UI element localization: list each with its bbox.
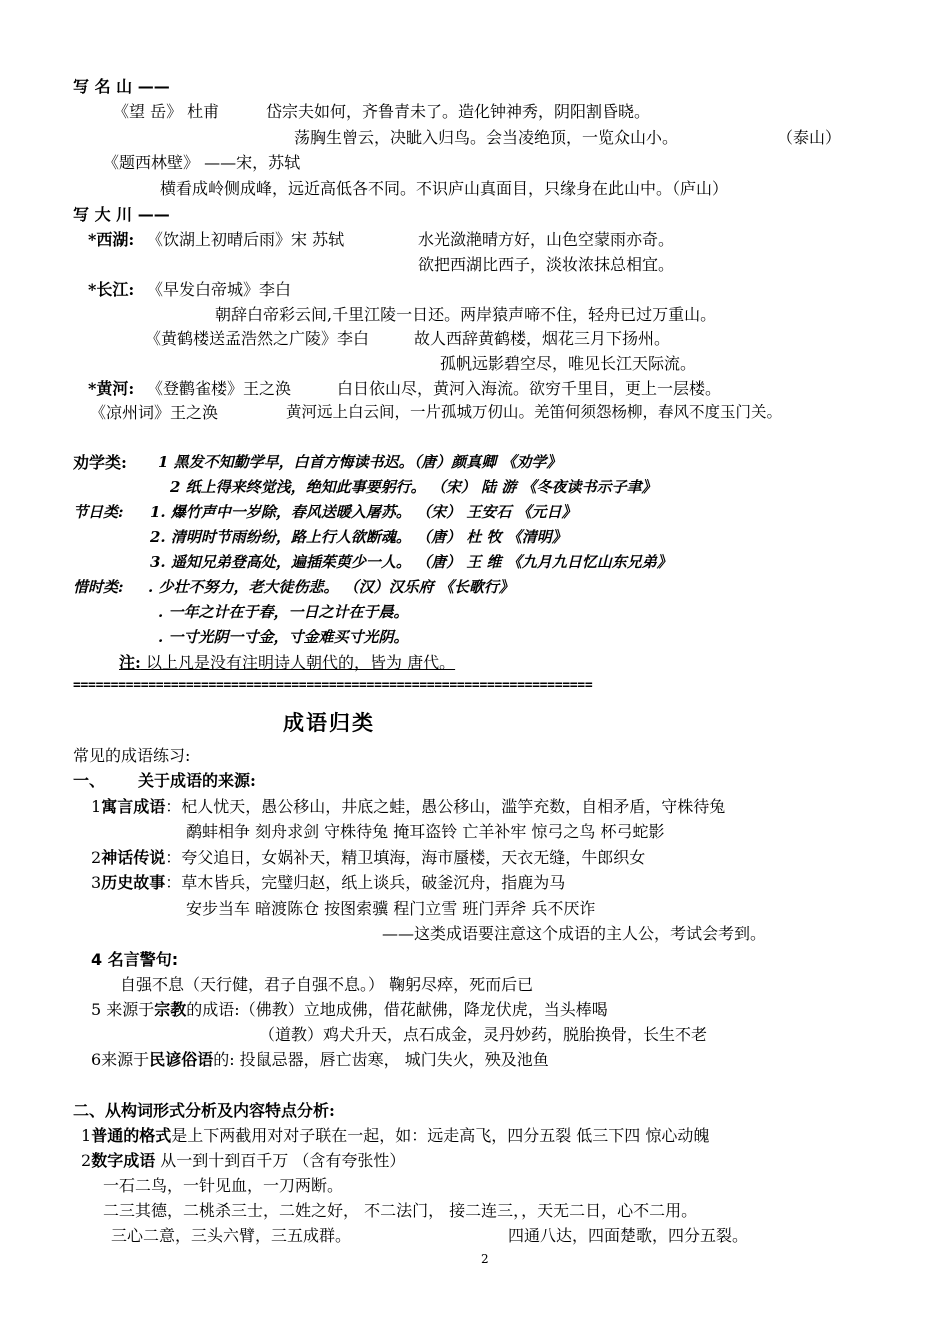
note-label: 注:: [119, 653, 141, 672]
quote-line: . 一年之计在于春，一日之计在于晨。: [158, 603, 409, 621]
item-text: ：夸父追日，女娲补天，精卫填海，海市蜃楼，天衣无缝，牛郎织女: [165, 848, 646, 867]
poem-note: （泰山）: [777, 128, 842, 147]
poem-line: 白日依山尽，黄河入海流。欲穷千里目，更上一层楼。: [337, 379, 722, 398]
item-number: 1: [91, 797, 102, 816]
idiom-line: 一石二鸟，一针见血，一刀两断。: [103, 1176, 344, 1195]
poem-line: 荡胸生曾云，决眦入归鸟。会当凌绝顶，一览众山小。: [294, 128, 679, 147]
poem-line: 欲把西湖比西子，淡妆浓抹总相宜。: [418, 255, 675, 274]
poem-line: 横看成岭侧成峰，远近高低各不同。不识庐山真面目，只缘身在此山中。（庐山）: [160, 179, 729, 198]
item-number: 2: [91, 848, 102, 867]
note: [119, 655, 455, 671]
idiom-note: ——这类成语要注意这个成语的主人公，考试会考到。: [382, 924, 767, 943]
quote-line: 1 黑发不知勤学早，白首方悔读书迟。（唐）颜真卿 《劝学》: [158, 453, 562, 471]
heading-rivers: 写 大 川 ——: [73, 205, 170, 224]
maxim-heading: 4 名言警句:: [91, 950, 179, 969]
intro-text: 常见的成语练习:: [73, 746, 191, 765]
poem-line: 水光潋滟晴方好，山色空蒙雨亦奇。: [418, 230, 675, 249]
quote-line: 3. 遥知兄弟登高处，遍插茱萸少一人。 （唐） 王 维 《九月九日忆山东兄弟》: [150, 553, 672, 571]
idiom-format: [81, 1128, 709, 1144]
idiom-religion: [91, 1002, 608, 1018]
label-westlake: *西湖:: [88, 230, 135, 249]
item-label: 历史故事: [101, 873, 166, 892]
section-title: 成语归类: [283, 711, 375, 735]
poem-line: 故人西辞黄鹤楼，烟花三月下扬州。: [414, 329, 671, 348]
s1-heading: 关于成语的来源:: [138, 771, 256, 790]
quote-line: 2 纸上得来终觉浅，绝知此事要躬行。 （宋） 陆 游 《冬夜读书示子聿》: [170, 478, 657, 496]
quote-line: 2. 清明时节雨纷纷，路上行人欲断魂。 （唐） 杜 牧 《清明》: [150, 528, 567, 546]
quote-line: . 一寸光阴一寸金，寸金难买寸光阴。: [158, 628, 409, 646]
quote-line: 1. 爆竹声中一岁除，春风送暖入屠苏。 （宋） 王安石 《元日》: [150, 503, 577, 521]
idiom-line: 安步当车 暗渡陈仓 按图索骥 程门立雪 班门弄斧 兵不厌诈: [186, 899, 596, 918]
poem-title-xilinbi: 《题西林壁》 ——宋，苏轼: [103, 153, 301, 172]
poem-title-huanghelou: 《黄鹤楼送孟浩然之广陵》李白: [145, 329, 370, 348]
item-number: 1: [81, 1126, 92, 1145]
item-label: 普通的格式: [91, 1126, 172, 1145]
item-number: 2: [81, 1151, 92, 1170]
item-prefix: 6来源于: [91, 1050, 150, 1069]
item-text: ：杞人忧天，愚公移山，井底之蛙，愚公移山，滥竽充数，自相矛盾，守株待兔: [165, 797, 726, 816]
idiom-myth: [91, 850, 645, 866]
item-label: 民谚俗语: [149, 1050, 214, 1069]
s2-heading: 二、从构词形式分析及内容特点分析:: [73, 1101, 335, 1120]
item-prefix: 5 来源于: [91, 1000, 155, 1019]
idiom-line: （道教）鸡犬升天，点石成金，灵丹妙药，脱胎换骨，长生不老: [259, 1025, 708, 1044]
poem-title-westlake: 《饮湖上初晴后雨》宋 苏轼: [147, 230, 345, 249]
poem-line: 岱宗夫如何，齐鲁青未了。造化钟神秀，阴阳割昏晓。: [266, 102, 651, 121]
item-number: 3: [91, 873, 102, 892]
item-text: 从一到十到百千万 （含有夸张性）: [155, 1151, 406, 1170]
poem-title-liangzhouci: 《凉州词》王之涣: [90, 403, 219, 422]
item-label: 宗教: [154, 1000, 187, 1019]
poem-line: 朝辞白帝彩云间,千里江陵一日还。两岸猿声啼不住，轻舟已过万重山。: [215, 305, 717, 324]
label-yangtze: *长江:: [88, 280, 135, 299]
item-label: 神话传说: [101, 848, 166, 867]
label-time: 惜时类:: [73, 578, 124, 596]
note-text: 以上凡是没有注明诗人朝代的，皆为 唐代。: [140, 653, 456, 672]
quote-line: . 少壮不努力，老大徒伤悲。 （汉）汉乐府 《长歌行》: [148, 578, 514, 596]
poem-line: 孤帆远影碧空尽，唯见长江天际流。: [440, 354, 697, 373]
label-yellow-river: *黄河:: [88, 379, 135, 398]
item-text: 的: 投鼠忌器，唇亡齿寒， 城门失火，殃及池鱼: [213, 1050, 549, 1069]
idiom-number: [81, 1153, 405, 1169]
heading-mountains: 写 名 山 ——: [73, 77, 170, 96]
s1-number: 一、: [73, 771, 106, 790]
item-label: 数字成语: [91, 1151, 156, 1170]
item-label: 寓言成语: [101, 797, 166, 816]
separator-line: =====================================================================: [73, 678, 593, 693]
label-festival: 节日类:: [73, 503, 124, 521]
item-text: 是上下两截用对对子联在一起，如：远走高飞，四分五裂 低三下四 惊心动魄: [171, 1126, 710, 1145]
poem-title-wangyue: 《望 岳》 杜甫: [113, 102, 220, 121]
page-number: 2: [481, 1252, 489, 1266]
item-text: ：草木皆兵，完璧归赵，纸上谈兵，破釜沉舟，指鹿为马: [165, 873, 566, 892]
poem-line: 黄河远上白云间，一片孤城万仞山。羌笛何须怨杨柳，春风不度玉门关。: [286, 403, 783, 421]
idiom-line: 二三其德，二桃杀三士，二姓之好， 不二法门， 接二连三，，天无二日，心不二用。: [103, 1201, 698, 1220]
idiom-line: 三心二意，三头六臂，三五成群。: [111, 1226, 352, 1245]
idiom-fable: [91, 799, 725, 815]
label-study: 劝学类:: [73, 453, 127, 472]
item-text: 的成语:（佛教）立地成佛，借花献佛，降龙伏虎，当头棒喝: [186, 1000, 608, 1019]
idiom-line: 自强不息（天行健，君子自强不息。） 鞠躬尽瘁，死而后已: [120, 975, 534, 994]
idiom-folk: [91, 1052, 549, 1068]
idiom-line: 鹬蚌相争 刻舟求剑 守株待兔 掩耳盗铃 亡羊补牢 惊弓之鸟 杯弓蛇影: [186, 822, 665, 841]
idiom-line: 四通八达，四面楚歌，四分五裂。: [508, 1226, 749, 1245]
poem-title-guanquelou: 《登鹳雀楼》王之涣: [147, 379, 292, 398]
poem-title-baidi: 《早发白帝城》李白: [147, 280, 292, 299]
idiom-history: [91, 875, 565, 891]
